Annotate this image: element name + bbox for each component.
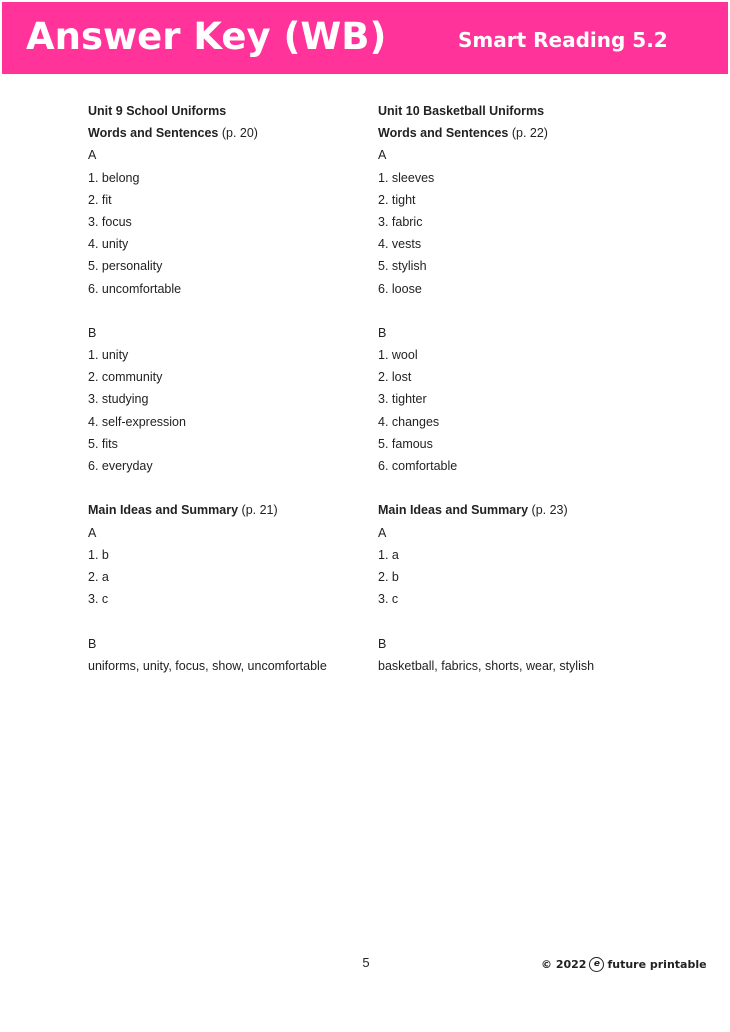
answer-item: 4. unity [88,237,129,252]
part-label-a: A [378,148,387,163]
series-title: Smart Reading 5.2 [458,28,668,52]
answer-item: 2. b [378,569,399,584]
e-logo-icon: e [589,957,604,972]
section-heading-words: Words and Sentences (p. 22) [378,126,548,141]
page-header [2,2,728,74]
answer-item: 3. fabric [378,214,423,229]
answer-item: 1. wool [378,348,418,363]
answer-item: 3. studying [88,392,149,407]
answer-item: 6. everyday [88,459,153,473]
part-label-a: A [88,525,97,540]
summary-answer: basketball, fabrics, shorts, wear, stylish [378,658,595,673]
answer-item: 5. fits [88,436,118,451]
part-label-b: B [378,325,387,340]
part-label-b: B [88,636,97,651]
brand-name: future printable [607,958,707,971]
answer-item: 2. fit [88,192,112,207]
answer-item: 3. focus [88,214,132,229]
section-heading-main-ideas: Main Ideas and Summary (p. 23) [378,503,568,518]
part-label-b: B [88,325,97,340]
answer-item: 2. tight [378,192,416,207]
unit-10-column [378,100,678,677]
part-label-b: B [378,636,387,651]
answer-item: 4. vests [378,237,422,252]
answer-item: 2. community [88,370,163,385]
answer-item: 1. belong [88,170,140,185]
page-number: 5 [362,955,370,970]
part-label-a: A [88,148,97,163]
answer-item: 1. unity [88,348,129,363]
answer-item: 5. personality [88,259,163,274]
answer-item: 2. a [88,569,109,584]
answer-item: 5. stylish [378,259,427,274]
answer-item: 1. a [378,547,399,562]
page-title: Answer Key (WB) [26,15,387,58]
answer-item: 1. b [88,547,109,562]
unit-title: Unit 10 Basketball Uniforms [378,104,545,118]
copyright-text: © 2022 [541,958,587,971]
answer-item: 6. loose [378,281,422,296]
answer-item: 4. self-expression [88,414,186,429]
summary-answer: uniforms, unity, focus, show, uncomfortable [88,658,327,673]
part-label-a: A [378,525,387,540]
section-heading-main-ideas: Main Ideas and Summary (p. 21) [88,503,278,518]
answer-item: 4. changes [378,414,440,429]
answer-item: 3. c [88,592,109,607]
answer-item: 6. comfortable [378,459,458,473]
answer-item: 1. sleeves [378,170,435,185]
unit-title: Unit 9 School Uniforms [88,104,227,118]
answer-item: 6. uncomfortable [88,281,182,296]
answer-item: 3. c [378,592,399,607]
answer-item: 5. famous [378,436,433,451]
answer-item: 2. lost [378,370,412,385]
copyright [541,957,707,972]
section-heading-words: Words and Sentences (p. 20) [88,126,258,141]
answer-item: 3. tighter [378,392,427,407]
unit-9-column [88,100,388,677]
